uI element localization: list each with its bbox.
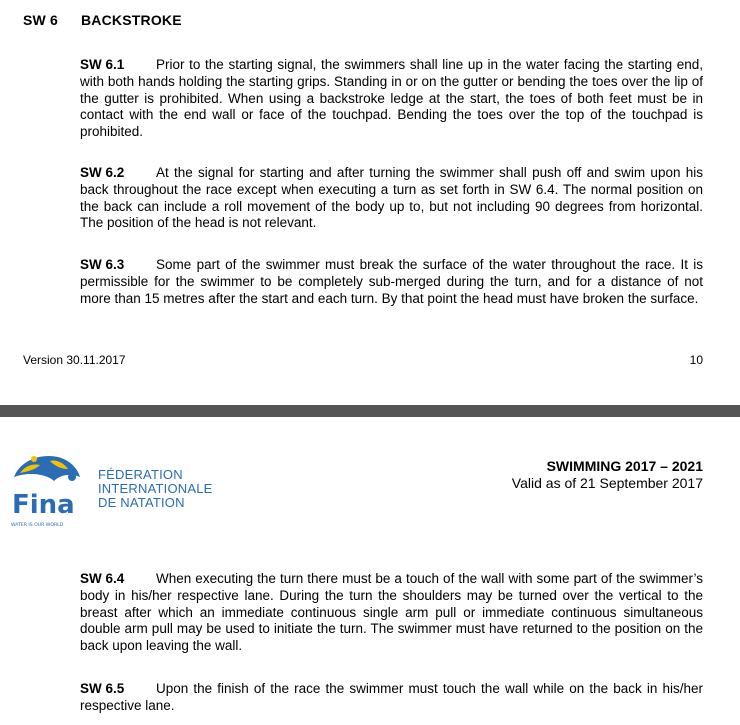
section-heading	[23, 12, 182, 28]
rule-text: Some part of the swimmer must break the surface of the water throughout the race. It is permissible for the swimmer to be completely sub-merged during the turn, and for a distance of not more than 15 metres after the start and each turn. By that point the head must have broken the surface.	[80, 257, 703, 306]
section-number: SW 6	[23, 12, 59, 28]
page-separator	[0, 405, 740, 417]
logo-wordmark: Fina	[12, 490, 75, 520]
rule-text: Prior to the starting signal, the swimmers shall line up in the water facing the starting end, with both hands holding the starting grips. Standing in or on the gutter or bending the toes over the lip of the gutter is prohibited. When using a backstroke ledge at the start, the toes of both feet must be in contact with the end wall or face of the touchpad. Bending the toes over the top of the touchpad is prohibited.	[80, 57, 703, 140]
document-validity: Valid as of 21 September 2017	[511, 475, 703, 491]
page-11	[0, 417, 740, 725]
document-name: SWIMMING 2017 – 2021	[546, 458, 703, 474]
rule-text: When executing the turn there must be a touch of the wall with some part of the swimmer’s body in his/her respective lane. During the turn the shoulders may be turned over the vertical to the breast after which an immediate continuous single arm pull or immediate continuous simultaneous double arm pull may be used to initiate the turn. The swimmer must have returned to the position on the back upon leaving the wall.	[80, 571, 703, 654]
rule-id: SW 6.2	[80, 165, 125, 180]
logo-tagline: WATER IS OUR WORLD	[11, 523, 64, 528]
footer-page-number: 10	[689, 353, 703, 367]
footer-version: Version 30.11.2017	[23, 353, 126, 367]
rule-sw-6-3	[80, 257, 703, 307]
rule-id: SW 6.4	[80, 571, 125, 586]
federation-name	[98, 468, 213, 510]
section-title: BACKSTROKE	[81, 12, 182, 28]
fina-logo	[10, 447, 82, 529]
rule-text: Upon the finish of the race the swimmer must touch the wall while on the back in his/her respective lane.	[80, 681, 703, 713]
rule-text: At the signal for starting and after turning the swimmer shall push off and swim upon his back throughout the race except when executing a turn as set forth in SW 6.4. The normal position on the back can include a roll movement of the body up to, but not including 90 degrees from horizontal. The position of the head is not relevant.	[80, 165, 703, 231]
rule-sw-6-4	[80, 571, 703, 655]
rule-sw-6-2	[80, 165, 703, 232]
rule-sw-6-1	[80, 57, 703, 141]
federation-line-1: FÉDERATION	[98, 467, 183, 482]
document-title	[512, 458, 703, 492]
rule-id: SW 6.1	[80, 57, 125, 72]
rule-id: SW 6.5	[80, 681, 125, 696]
federation-line-3: DE NATATION	[98, 495, 185, 510]
rule-sw-6-5	[80, 681, 703, 715]
federation-line-2: INTERNATIONALE	[98, 481, 213, 496]
rule-id: SW 6.3	[80, 257, 125, 272]
